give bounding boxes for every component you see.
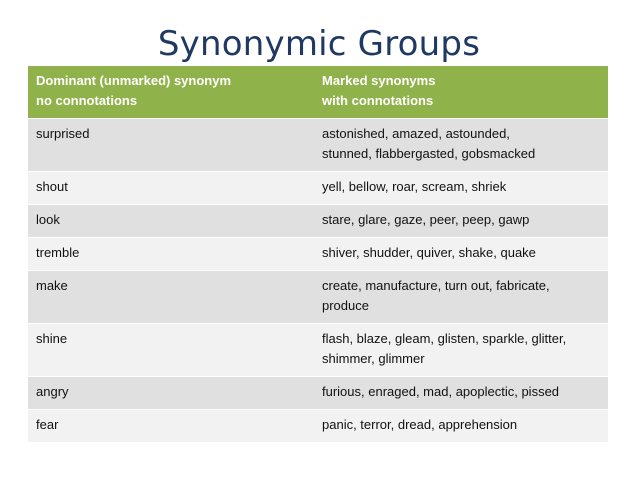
header-dominant [28,66,314,119]
dominant-synonym: surprised [36,126,90,141]
dominant-synonym: shine [36,331,68,346]
marked-synonyms-cell [314,119,608,172]
dominant-synonym-cell [28,410,314,443]
table-row [28,324,608,377]
table-body [28,119,608,443]
header-dominant-line-2: no connotations [36,93,138,108]
table-row [28,119,608,172]
dominant-synonym: make [36,278,68,293]
table-row [28,172,608,205]
marked-synonyms-cell [314,172,608,205]
dominant-synonym-cell [28,271,314,324]
dominant-synonym: look [36,212,60,227]
synonym-table [28,66,608,442]
table-row [28,410,608,443]
marked-synonyms-line: stare, glare, gaze, peer, peep, gawp [322,212,530,227]
marked-synonyms-line: furious, enraged, mad, apoplectic, pissed [322,384,560,399]
header-marked-line-1: Marked synonyms [322,73,436,88]
dominant-synonym-cell [28,205,314,238]
marked-synonyms-line: stunned, flabbergasted, gobsmacked [322,146,536,161]
table-row [28,238,608,271]
marked-synonyms-cell [314,205,608,238]
table-row [28,271,608,324]
marked-synonyms-line: create, manufacture, turn out, fabricate, [322,278,550,293]
dominant-synonym: fear [36,417,59,432]
table-row [28,205,608,238]
marked-synonyms-cell [314,238,608,271]
marked-synonyms-cell [314,271,608,324]
header-row [28,66,608,119]
dominant-synonym-cell [28,119,314,172]
dominant-synonym: angry [36,384,69,399]
marked-synonyms-line: panic, terror, dread, apprehension [322,417,518,432]
slide-title: Synonymic Groups [157,24,481,64]
dominant-synonym-cell [28,172,314,205]
dominant-synonym-cell [28,377,314,410]
header-marked [314,66,608,119]
marked-synonyms-cell [314,377,608,410]
header-dominant-line-1: Dominant (unmarked) synonym [36,73,232,88]
marked-synonyms-cell [314,324,608,377]
dominant-synonym: tremble [36,245,80,260]
dominant-synonym-cell [28,324,314,377]
marked-synonyms-line: astonished, amazed, astounded, [322,126,510,141]
dominant-synonym-cell [28,238,314,271]
dominant-synonym: shout [36,179,68,194]
marked-synonyms-line: shiver, shudder, quiver, shake, quake [322,245,536,260]
marked-synonyms-line: flash, blaze, gleam, glisten, sparkle, glitter, [322,331,567,346]
marked-synonyms-line: produce [322,298,369,313]
marked-synonyms-cell [314,410,608,443]
table-row [28,377,608,410]
marked-synonyms-line: yell, bellow, roar, scream, shriek [322,179,507,194]
header-marked-line-2: with connotations [322,93,434,108]
marked-synonyms-line: shimmer, glimmer [322,351,425,366]
